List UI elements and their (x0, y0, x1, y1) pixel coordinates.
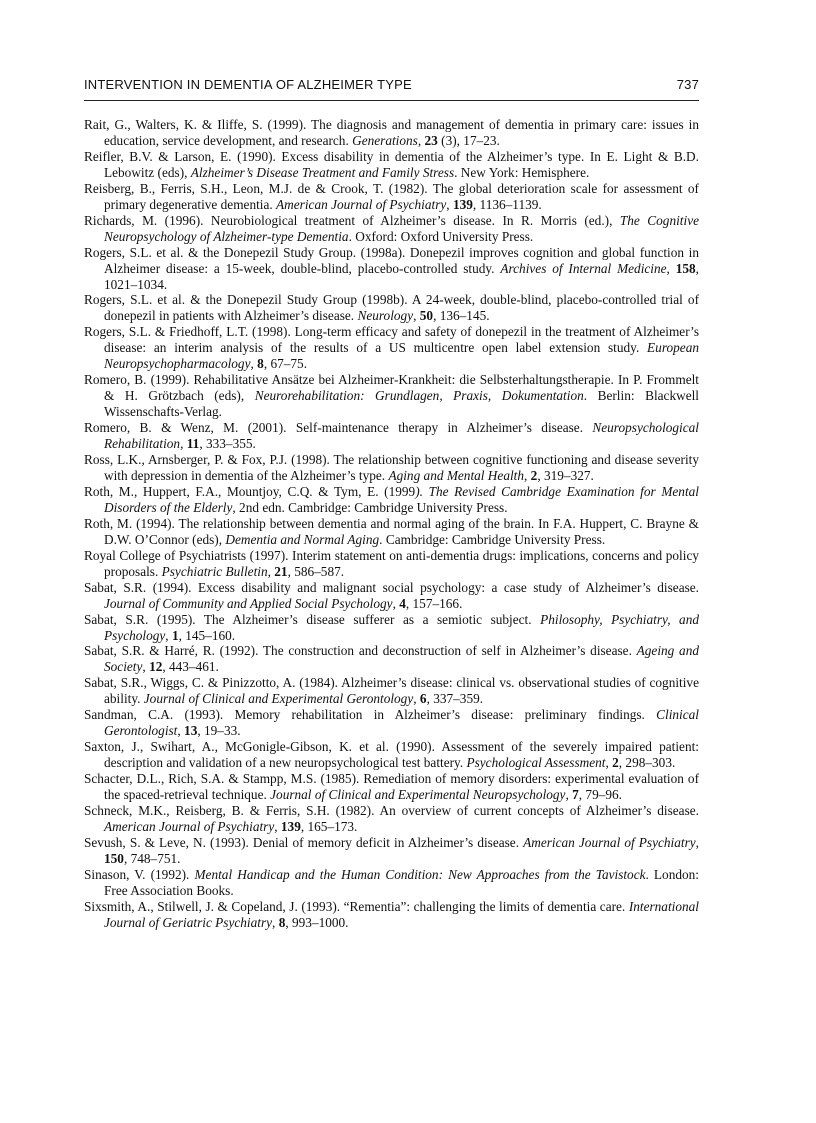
page-header (84, 74, 699, 98)
reference-text: Reifler, B.V. & Larson, E. (1990). Excess disability in dementia of the Alzheimer’s type. In E. Light & B.D. Lebowitz (eds), (84, 148, 699, 180)
reference-text: , (446, 196, 453, 212)
reference-pages: , 145–160. (178, 627, 236, 643)
reference-text: Sabat, S.R. (1995). The Alzheimer’s disease sufferer as a semiotic subject. (84, 611, 541, 627)
reference-source-title: Neuropsychological Rehabilitation (104, 420, 699, 452)
reference-entry (84, 213, 699, 245)
reference-entry (84, 452, 699, 484)
reference-entry (84, 899, 699, 931)
reference-text: Reisberg, B., Ferris, S.H., Leon, M.J. de & Crook, T. (1982). The global deterioration scale for assessment of primary degenerative dementia. (84, 180, 699, 212)
reference-list (84, 117, 699, 931)
reference-entry (84, 739, 699, 771)
reference-text: , (605, 755, 613, 771)
reference-source-title: Journal of Clinical and Experimental Gerontology (143, 691, 414, 707)
reference-entry (84, 245, 699, 293)
reference-text: Sinason, V. (1992). (84, 866, 195, 882)
reference-entry (84, 580, 699, 612)
reference-text: , (413, 691, 420, 707)
reference-text: Rogers, S.L. & Friedhoff, L.T. (1998). Long-term efficacy and safety of donepezil in the treatment of Alzheimer’s disease: an interim analysis of the results of a US multicentre open label extension study. (84, 324, 699, 356)
reference-volume: 158 (675, 260, 696, 276)
reference-volume: 1 (171, 627, 179, 643)
reference-source-title: Archives of Internal Medicine (500, 260, 667, 276)
reference-text: , (267, 563, 275, 579)
reference-source-title: American Journal of Psychiatry (276, 196, 447, 212)
reference-entry (84, 292, 699, 324)
reference-entry (84, 324, 699, 372)
reference-entry (84, 612, 699, 644)
reference-text: Roth, M., Huppert, F.A., Mountjoy, C.Q. & Tym, E. (1999 (84, 483, 416, 499)
reference-text: Romero, B. & Wenz, M. (2001). Self-maintenance therapy in Alzheimer’s disease. (84, 420, 593, 436)
reference-source-title: Neurorehabilitation: Grundlagen, Praxis, Dokumentation (254, 388, 584, 404)
reference-source-title: Journal of Community and Applied Social Psychology (104, 595, 393, 611)
reference-text: , (524, 467, 531, 483)
reference-source-title: Alzheimer’s Disease Treatment and Family Stress (190, 164, 455, 180)
reference-source-title: Journal of Clinical and Experimental Neuropsychology (270, 787, 566, 803)
reference-volume: 50 (419, 308, 434, 324)
running-title: INTERVENTION IN DEMENTIA OF ALZHEIMER TYPE (84, 77, 412, 92)
reference-text: Royal College of Psychiatrists (1997). Interim statement on anti-dementia drugs: implications, concerns and policy proposals. (84, 547, 699, 579)
reference-entry (84, 484, 699, 516)
reference-text: , (165, 627, 172, 643)
reference-source-title: ). The Revised Cambridge Examination for Mental Disorders of the Elderly (104, 483, 699, 515)
reference-source-title: Clinical Gerontologist (104, 707, 699, 739)
reference-source-title: Mental Handicap and the Human Condition: New Approaches from the Tavistock (194, 866, 646, 882)
reference-text: Richards, M. (1996). Neurobiological treatment of Alzheimer’s disease. In R. Morris (ed.), (84, 212, 620, 228)
reference-volume: 139 (280, 818, 301, 834)
reference-volume: 7 (572, 787, 579, 803)
reference-text: Sevush, S. & Leve, N. (1993). Denial of memory deficit in Alzheimer’s disease. (84, 834, 524, 850)
reference-text: Rogers, S.L. et al. & the Donepezil Study Group. (1998a). Donepezil improves cognition and global function in Alzheimer disease: a 15-week, double-blind, placebo-controlled study. (84, 244, 699, 276)
reference-pages: , 67–75. (263, 356, 308, 372)
reference-pages: , 993–1000. (285, 914, 349, 930)
reference-entry (84, 548, 699, 580)
reference-volume: 6 (419, 691, 427, 707)
reference-pages: , 337–359. (426, 691, 484, 707)
reference-pages: , 319–327. (537, 467, 594, 483)
reference-source-title: Psychological Assessment (466, 755, 606, 771)
reference-pages: , 1021–1034. (104, 260, 699, 292)
reference-volume: 150 (104, 850, 124, 866)
reference-entry (84, 420, 699, 452)
reference-source-title: American Journal of Psychiatry (523, 834, 696, 850)
reference-text: Rogers, S.L. et al. & the Donepezil Study Group (1998b). A 24-week, double-blind, placebo-controlled trial of donepezil in patients with Alzheimer’s disease. (84, 292, 699, 324)
reference-volume: 8 (257, 356, 264, 372)
reference-entry (84, 181, 699, 213)
reference-source-title: Generations (352, 132, 418, 148)
reference-source-title: Aging and Mental Health (388, 467, 525, 483)
reference-entry (84, 149, 699, 181)
reference-text: Romero, B. (1999). Rehabilitative Ansätze bei Alzheimer-Krankheit: die Selbsterhaltungstherapie. In P. Frommelt & H. Grötzbach (eds), (84, 372, 699, 404)
reference-entry (84, 372, 699, 420)
reference-pages: , 748–751. (123, 850, 181, 866)
reference-text: Roth, M. (1994). The relationship between dementia and normal aging of the brain. In F.A. Huppert, C. Brayne & D.W. O’Connor (eds), (84, 515, 699, 547)
reference-text: . Cambridge: Cambridge University Press. (379, 531, 606, 547)
reference-entry (84, 117, 699, 149)
reference-text: , (565, 787, 573, 803)
reference-volume: 2 (530, 467, 538, 483)
reference-source-title: Ageing and Society (104, 643, 699, 675)
reference-pages: , 1136–1139. (472, 196, 542, 212)
reference-text: , (272, 914, 279, 930)
reference-pages: , 136–145. (433, 308, 490, 324)
reference-source-title: American Journal of Psychiatry (104, 818, 275, 834)
reference-pages: , 165–173. (300, 818, 358, 834)
reference-text: , (177, 723, 185, 739)
reference-pages: , 586–587. (287, 563, 345, 579)
reference-entry (84, 771, 699, 803)
reference-text: , (392, 595, 400, 611)
reference-source-title: Psychiatric Bulletin (161, 563, 268, 579)
reference-text: . Berlin: Blackwell Wissenschafts-Verlag. (104, 388, 699, 420)
reference-text: , (417, 132, 425, 148)
reference-source-title: International Journal of Geriatric Psychiatry (104, 898, 699, 930)
reference-text: Sabat, S.R., Wiggs, C. & Pinizzotto, A. (1984). Alzheimer’s disease: clinical vs. observational studies of cognitive ability. (84, 675, 699, 707)
reference-volume: 11 (186, 436, 200, 452)
reference-entry (84, 675, 699, 707)
reference-volume: 4 (399, 595, 406, 611)
reference-pages: (3), 17–23. (437, 132, 500, 148)
reference-entry (84, 707, 699, 739)
reference-pages: , 19–33. (197, 723, 241, 739)
reference-text: Sixsmith, A., Stilwell, J. & Copeland, J. (1993). “Rementia”: challenging the limits of dementia care. (84, 898, 629, 914)
reference-volume: 21 (274, 563, 288, 579)
reference-source-title: The Cognitive Neuropsychology of Alzheimer-type Dementia (104, 212, 699, 244)
reference-text: Schacter, D.L., Rich, S.A. & Stampp, M.S. (1985). Remediation of memory disorders: experimental evaluation of the spaced-retrieval technique. (84, 771, 699, 803)
reference-text: , (142, 659, 150, 675)
reference-pages: , 333–355. (199, 436, 256, 452)
reference-source-title: Dementia and Normal Aging (225, 531, 380, 547)
reference-volume: 8 (278, 914, 286, 930)
reference-text: Schneck, M.K., Reisberg, B. & Ferris, S.H. (1982). An overview of current concepts of Alzheimer’s disease. (84, 802, 699, 818)
reference-entry (84, 516, 699, 548)
reference-text: , 2nd edn. Cambridge: Cambridge University Press. (232, 499, 508, 515)
reference-text: Sandman, C.A. (1993). Memory rehabilitation in Alzheimer’s disease: preliminary findings. (84, 707, 657, 723)
reference-text: Rait, G., Walters, K. & Iliffe, S. (1999). The diagnosis and management of dementia in primary care: issues in education, service development, and research. (84, 117, 699, 148)
reference-text: Sabat, S.R. (1994). Excess disability and malignant social psychology: a case study of Alzheimer’s disease. (84, 579, 699, 595)
reference-text: Sabat, S.R. & Harré, R. (1992). The construction and deconstruction of self in Alzheimer’s disease. (84, 643, 637, 659)
reference-text: Ross, L.K., Arnsberger, P. & Fox, P.J. (1998). The relationship between cognitive functioning and disease severity with depression in dementia of the Alzheimer’s type. (84, 452, 699, 483)
reference-source-title: European Neuropsychopharmacology (104, 340, 699, 372)
reference-text: , (180, 436, 187, 452)
reference-volume: 139 (452, 196, 473, 212)
reference-entry (84, 867, 699, 899)
reference-pages: , 157–166. (405, 595, 463, 611)
reference-text: Saxton, J., Swihart, A., McGonigle-Gibson, K. et al. (1990). Assessment of the severely impaired patient: description and validation of a new neuropsychological test battery. (84, 739, 699, 771)
reference-volume: 12 (149, 659, 163, 675)
reference-text: , (695, 834, 699, 850)
reference-entry (84, 643, 699, 675)
reference-text: , (274, 818, 281, 834)
reference-text: , (666, 260, 676, 276)
page-number: 737 (676, 77, 699, 92)
reference-text: . New York: Hemisphere. (454, 164, 590, 180)
header-rule (84, 100, 699, 101)
reference-pages: , 443–461. (162, 659, 219, 675)
reference-source-title: Philosophy, Psychiatry, and Psychology (104, 611, 699, 643)
reference-text: , (413, 308, 420, 324)
reference-text: , (250, 356, 258, 372)
reference-volume: 13 (184, 723, 198, 739)
reference-volume: 2 (612, 755, 619, 771)
reference-pages: , 79–96. (578, 787, 622, 803)
reference-entry (84, 835, 699, 867)
reference-text: . London: Free Association Books. (104, 866, 699, 898)
reference-text: . Oxford: Oxford University Press. (348, 228, 534, 244)
reference-volume: 23 (424, 132, 438, 148)
reference-pages: , 298–303. (618, 755, 676, 771)
reference-entry (84, 803, 699, 835)
reference-source-title: Neurology (357, 308, 414, 324)
